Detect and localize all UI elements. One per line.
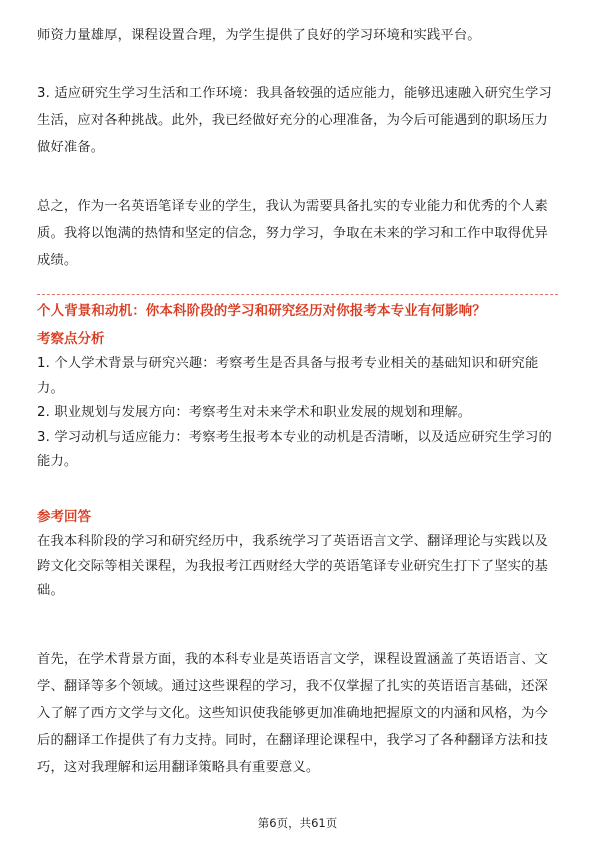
section-divider [37,294,558,295]
paragraph-continued: 师资力量雄厚，课程设置合理，为学生提供了良好的学习环境和实践平台。 [37,28,481,43]
paragraph-conclusion: 总之，作为一名英语笔译专业的学生，我认为需要具备扎实的专业能力和优秀的个人素质。我将以饱满的热情和坚定的信念，努力学习，争取在未来的学习和工作中取得优异成绩。 [37,199,548,268]
analysis-item: 1. 个人学术背景与研究兴趣：考察考生是否具备与报考专业相关的基础知识和研究能力。 [37,356,539,396]
analysis-heading: 考察点分析 [37,331,105,347]
paragraph-point-3: 3. 适应研究生学习生活和工作环境：我具备较强的适应能力，能够迅速融入研究生学习生活，应对各种挑战。此外，我已经做好充分的心理准备，为今后可能遇到的职场压力做好准备。 [37,86,552,155]
answer-intro-paragraph: 在我本科阶段的学习和研究经历中，我系统学习了英语语言文学、翻译理论与实践以及跨文化交际等相关课程，为我报考江西财经大学的英语笔译专业研究生打下了坚实的基础。 [37,534,548,598]
page-number: 第6页，共61页 [257,816,338,830]
answer-heading: 参考回答 [37,509,91,525]
analysis-item: 2. 职业规划与发展方向：考察考生对未来学术和职业发展的规划和理解。 [37,405,472,420]
analysis-list [37,352,559,475]
answer-first-paragraph: 首先，在学术背景方面，我的本科专业是英语语言文学，课程设置涵盖了英语语言、文学、翻译等多个领域。通过这些课程的学习，我不仅掌握了扎实的英语语言基础，还深入了解了西方文学与文化。这些知识使我能够更加准确地把握原文的内涵和风格，为今后的翻译工作提供了有力支持。同时，在翻译理论课程中，我学习了各种翻译方法和技巧，这对我理解和运用翻译策略具有重要意义。 [37,652,548,775]
question-heading: 个人背景和动机：你本科阶段的学习和研究经历对你报考本专业有何影响？ [37,303,486,319]
analysis-item: 3. 学习动机与适应能力：考察考生报考本专业的动机是否清晰，以及适应研究生学习的能力。 [37,429,552,469]
